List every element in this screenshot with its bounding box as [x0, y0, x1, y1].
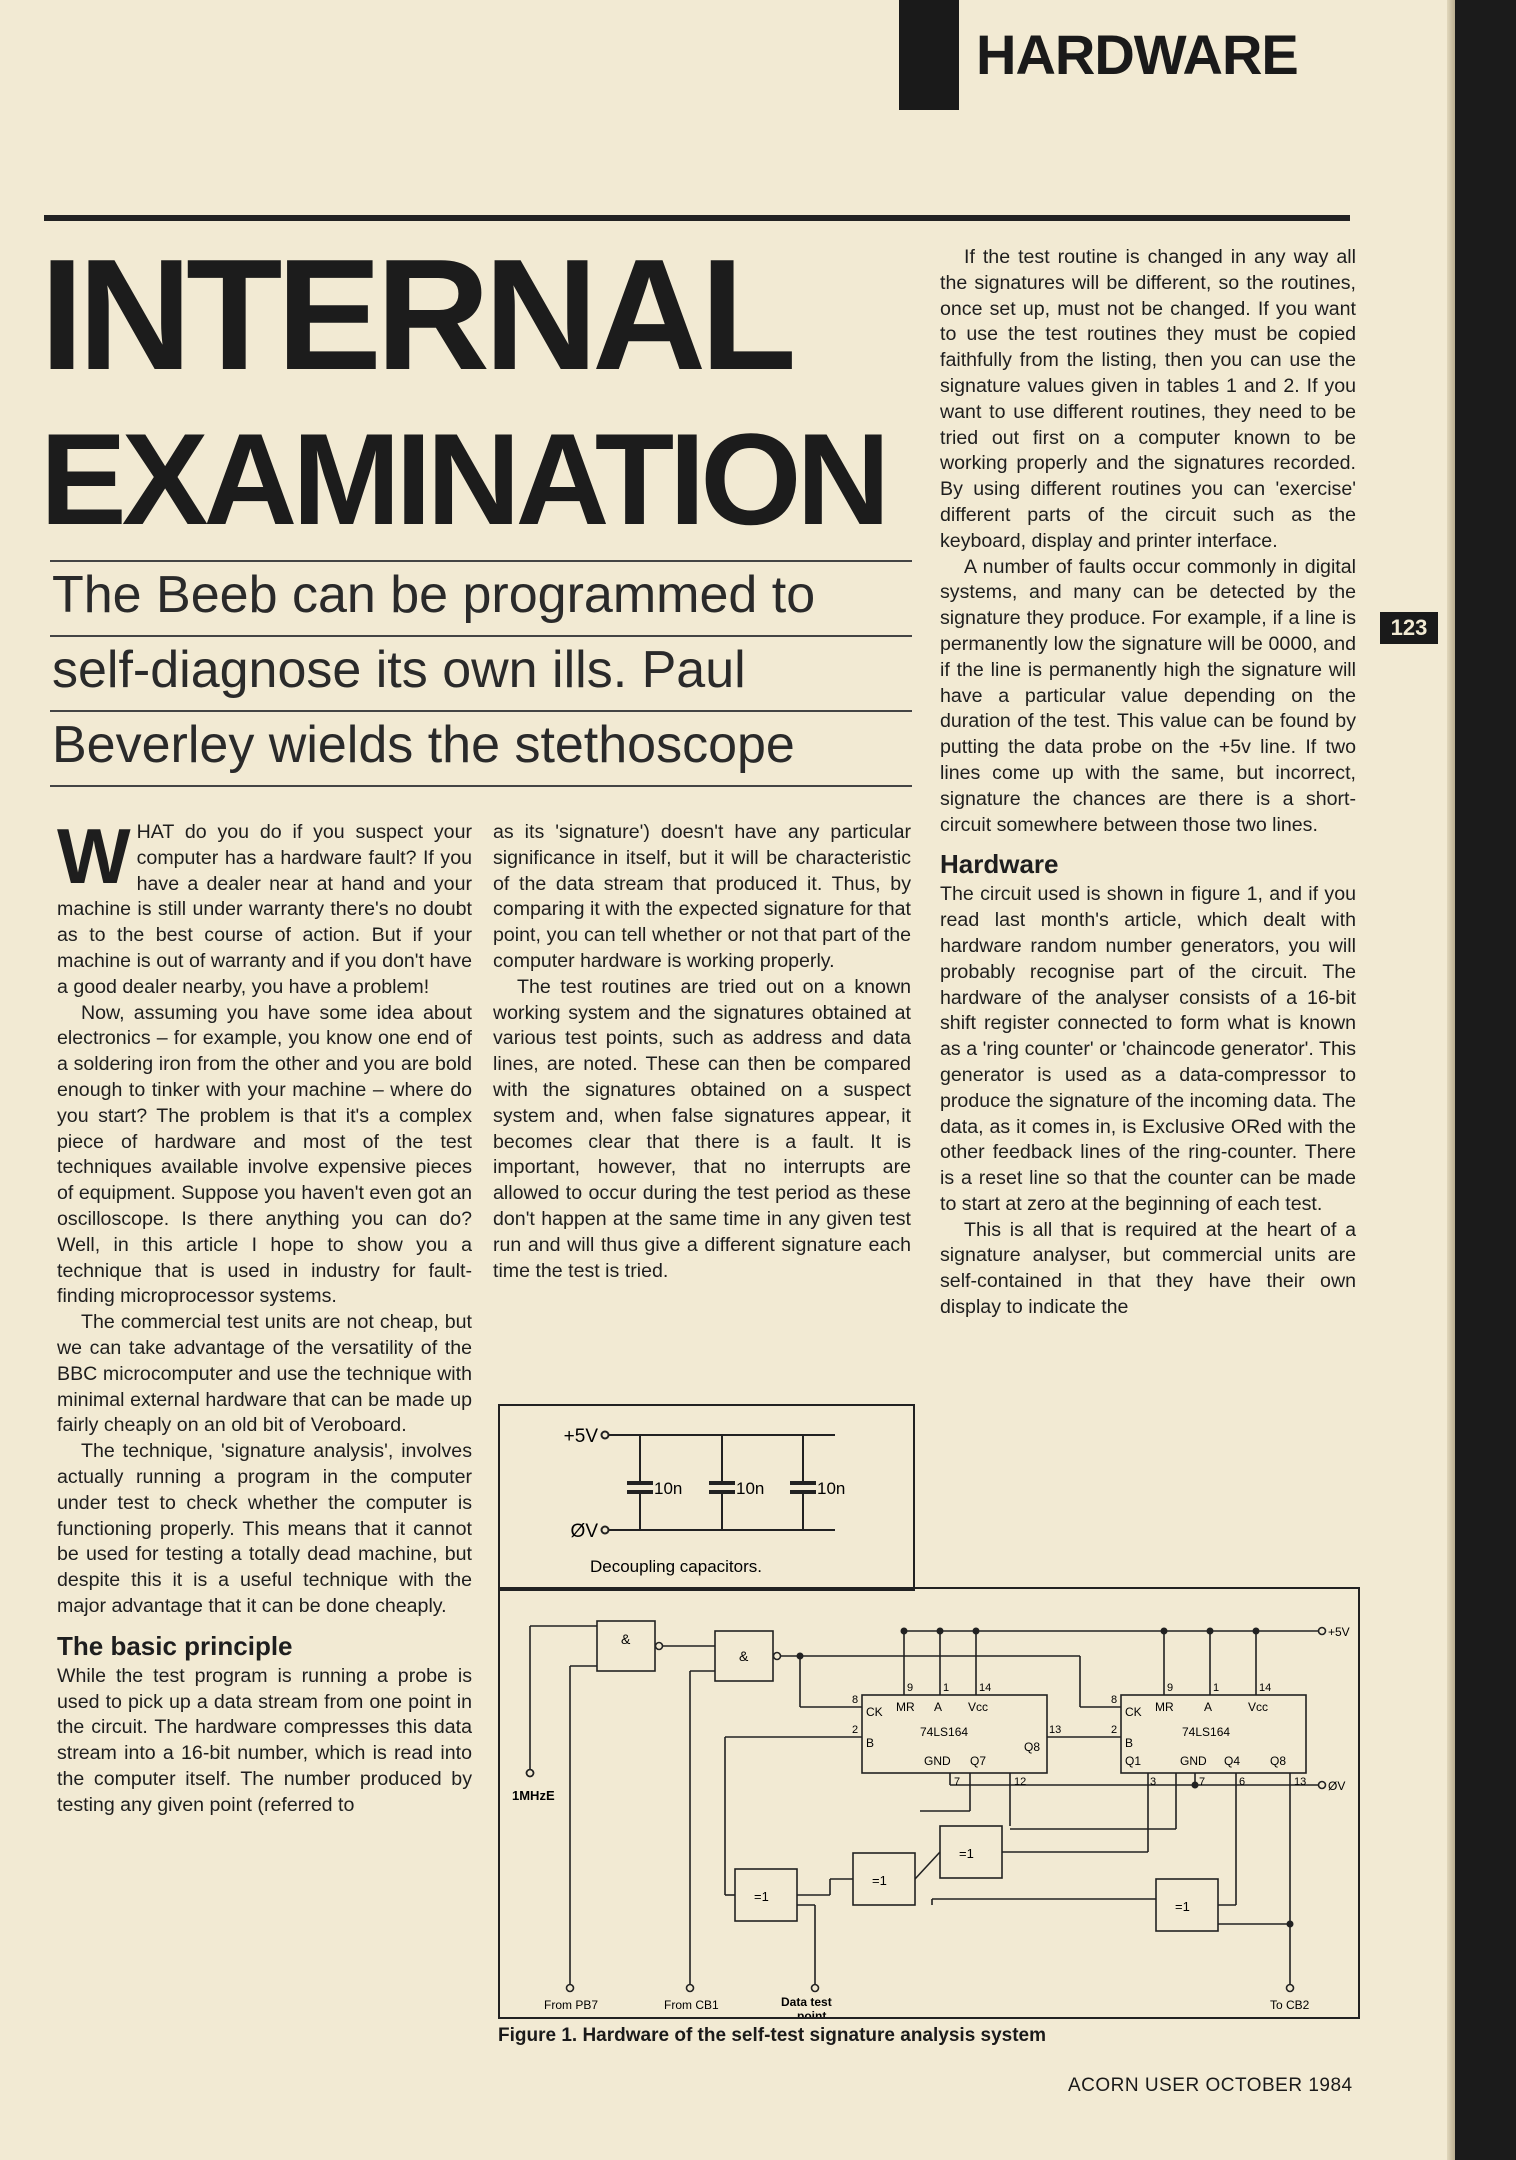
- circuit-figure: [498, 1587, 1360, 2019]
- probe-label: point: [797, 2009, 827, 2017]
- standfirst-line: Beverley wields the stethoscope: [50, 710, 912, 787]
- decoupling-schematic: [500, 1406, 913, 1589]
- gate-label: &: [621, 1631, 631, 1647]
- paragraph: While the test program is running a probe is used to pick up a data stream from one point in the circuit. The hardware compresses this data stream into a 16-bit number, which is read into the computer itself. The number produced by testing any given point (referred to: [57, 1664, 472, 1816]
- figure-inline-caption: Decoupling capacitors.: [590, 1557, 762, 1576]
- page-edge-shadow: [1447, 0, 1455, 2160]
- pin-number: 1: [1213, 1682, 1220, 1694]
- pin-label: Q8: [1270, 1754, 1287, 1768]
- pin-label: B: [1125, 1736, 1134, 1750]
- standfirst-line: The Beeb can be programmed to: [50, 560, 912, 635]
- binding-strip: [1455, 0, 1516, 2160]
- paragraph-text: HAT do you do if you suspect your computer has a hardware fault? If you have a dealer near at hand and your machine is still under warranty there's no doubt as to the best course of action. But if your machine is out of warranty and if you don't have a good dealer nearby, you have a problem!: [57, 821, 472, 998]
- supply-label: +5V: [563, 1426, 598, 1447]
- input-label: From CB1: [664, 1998, 719, 2012]
- pin-label: Vcc: [968, 1700, 989, 1714]
- headline-line-2: EXAMINATION: [40, 406, 886, 552]
- body-column-1: [57, 812, 472, 1818]
- clock-label: 1MHzE: [512, 1788, 555, 1803]
- paragraph: The circuit used is shown in figure 1, and if you read last month's article, which dealt with hardware random number generators, you will probably recognise part of the circuit. The hardware of the analyser consists of a 16-bit shift register connected to form what is known as a 'ring counter' or 'chaincode generator'. This generator is used as a data-compressor to produce the signature of the incoming data. The data, as it comes in, is Exclusive ORed with the other feedback lines of the ring-counter. There is a reset line so that the counter can be made to start at zero at the beginning of each test.: [940, 883, 1356, 1215]
- headline-line-1: INTERNAL: [40, 227, 791, 403]
- gate-label: &: [739, 1648, 749, 1664]
- signature-analyser-schematic: [500, 1589, 1358, 2017]
- pin-label: B: [866, 1736, 875, 1750]
- pin-label: CK: [866, 1705, 883, 1719]
- title-rule: [44, 215, 1350, 221]
- standfirst-line: self-diagnose its own ills. Paul: [50, 635, 912, 710]
- paragraph: If the test routine is changed in any way all the signatures will be different, so the routines, once set up, must not be changed. If you want to use the test routines they must be copied faithfully from the listing, then you can use the signature values given in tables 1 and 2. If you want to use different routines, they need to be tried out first on a computer known to be working properly and the signatures recorded. By using different routines you can 'exercise' different parts of the circuit such as the keyboard, display and printer interface.: [940, 246, 1356, 552]
- pin-number: 7: [954, 1776, 961, 1788]
- standfirst: [50, 560, 912, 787]
- pin-number: 8: [1111, 1694, 1118, 1706]
- pin-number: 2: [1111, 1724, 1118, 1736]
- subheading: The basic principle: [57, 1630, 293, 1661]
- output-label: To CB2: [1270, 1998, 1310, 2012]
- decoupling-figure: [498, 1404, 915, 1591]
- page-number: 123: [1380, 612, 1438, 644]
- pin-number: 3: [1150, 1776, 1157, 1788]
- pin-label: MR: [896, 1700, 915, 1714]
- subheading: Hardware: [940, 849, 1059, 880]
- ground-label: ØV: [1328, 1779, 1346, 1793]
- paragraph: The technique, 'signature analysis', involves actually running a program in the computer under test to check whether the computer is functioning properly. This means that it cannot be used for testing a totally dead machine, but despite this it is a useful technique with the major advantage that it can be done cheaply.: [57, 1440, 472, 1617]
- supply-label: +5V: [1328, 1625, 1350, 1639]
- paragraph: The commercial test units are not cheap, but we can take advantage of the versatility of the BBC microcomputer and use the technique with minimal external hardware that can be made up fairly cheaply on an old bit of Veroboard.: [57, 1311, 472, 1437]
- pin-label: Q7: [970, 1754, 987, 1768]
- pin-label: Q4: [1224, 1754, 1241, 1768]
- pin-number: 12: [1014, 1776, 1027, 1788]
- gate-label: =1: [959, 1846, 974, 1861]
- pin-number: 9: [907, 1682, 914, 1694]
- pin-number: 13: [1049, 1724, 1062, 1736]
- page-footer: ACORN USER OCTOBER 1984: [1068, 2075, 1353, 2096]
- body-column-2: [493, 820, 911, 1284]
- section-label: HARDWARE: [976, 23, 1298, 86]
- body-column-3: [940, 245, 1356, 1321]
- pin-label: GND: [924, 1754, 951, 1768]
- pin-label: MR: [1155, 1700, 1174, 1714]
- pin-number: 2: [852, 1724, 859, 1736]
- paragraph: Now, assuming you have some idea about electronics – for example, you know one end of a soldering iron from the other and you are bold enough to tinker with your machine – where do you start? The problem is that it's a complex piece of hardware and most of the test techniques available involve expensive pieces of equipment. Suppose you haven't even got an oscilloscope. Is there anything you can do? Well, in this article I hope to show you a technique that is used in industry for fault-finding microprocessor systems.: [57, 1001, 472, 1308]
- pin-label: Q8: [1024, 1740, 1041, 1754]
- probe-label: Data test: [781, 1995, 832, 2009]
- pin-number: 13: [1294, 1776, 1307, 1788]
- paragraph: [57, 812, 472, 1001]
- capacitor-label: 10n: [654, 1479, 683, 1498]
- gate-label: =1: [872, 1873, 887, 1888]
- pin-number: 7: [1199, 1776, 1206, 1788]
- section-marker-bar: [899, 0, 959, 110]
- paragraph: A number of faults occur commonly in digital systems, and many can be detected by the signature they produce. For example, if a line is permanently low the signature will be 0000, and if the line is permanently high the signature will have a particular value depending on the duration of the test. This value can be found by putting the data probe on the +5v line. If two lines come up with the same, but incorrect, signature the chances are there is a short-circuit somewhere between those two lines.: [940, 555, 1356, 836]
- pin-number: 9: [1167, 1682, 1174, 1694]
- pin-number: 6: [1239, 1776, 1246, 1788]
- capacitor-label: 10n: [736, 1479, 765, 1498]
- pin-number: 1: [943, 1682, 950, 1694]
- capacitor-label: 10n: [817, 1479, 846, 1498]
- pin-label: A: [1204, 1700, 1213, 1714]
- pin-label: CK: [1125, 1705, 1142, 1719]
- pin-number: 14: [1259, 1682, 1272, 1694]
- pin-number: 8: [852, 1694, 859, 1706]
- pin-label: Vcc: [1248, 1700, 1269, 1714]
- chip-label: 74LS164: [920, 1725, 969, 1739]
- paragraph: This is all that is required at the heart of a signature analyser, but commercial units are self-contained in that they have their own display to indicate the: [940, 1218, 1356, 1319]
- pin-label: A: [934, 1700, 943, 1714]
- gate-label: =1: [1175, 1899, 1190, 1914]
- gate-label: =1: [754, 1889, 769, 1904]
- ground-label: ØV: [570, 1521, 598, 1542]
- pin-label: Q1: [1125, 1754, 1142, 1768]
- figure-caption: Figure 1. Hardware of the self-test signature analysis system: [498, 2025, 1047, 2046]
- pin-number: 14: [979, 1682, 992, 1694]
- pin-label: GND: [1180, 1754, 1207, 1768]
- input-label: From PB7: [544, 1998, 599, 2012]
- paragraph: as its 'signature') doesn't have any particular significance in itself, but it will be characteristic of the data stream that produced it. Thus, by comparing it with the expected signature for that point, you can tell whether or not that part of the computer hardware is working properly.: [493, 821, 911, 972]
- drop-cap: W: [57, 812, 131, 900]
- chip-label: 74LS164: [1182, 1725, 1231, 1739]
- paragraph: The test routines are tried out on a known working system and the signatures obtained at various test points, such as address and data lines, are noted. These can then be compared with the signatures obtained on a suspect system and, when false signatures appear, it becomes clear that there is a fault. It is important, however, that no interrupts are allowed to occur during the test period as these don't happen at the same time in any given test run and will thus give a different signature each time the test is tried.: [493, 975, 911, 1282]
